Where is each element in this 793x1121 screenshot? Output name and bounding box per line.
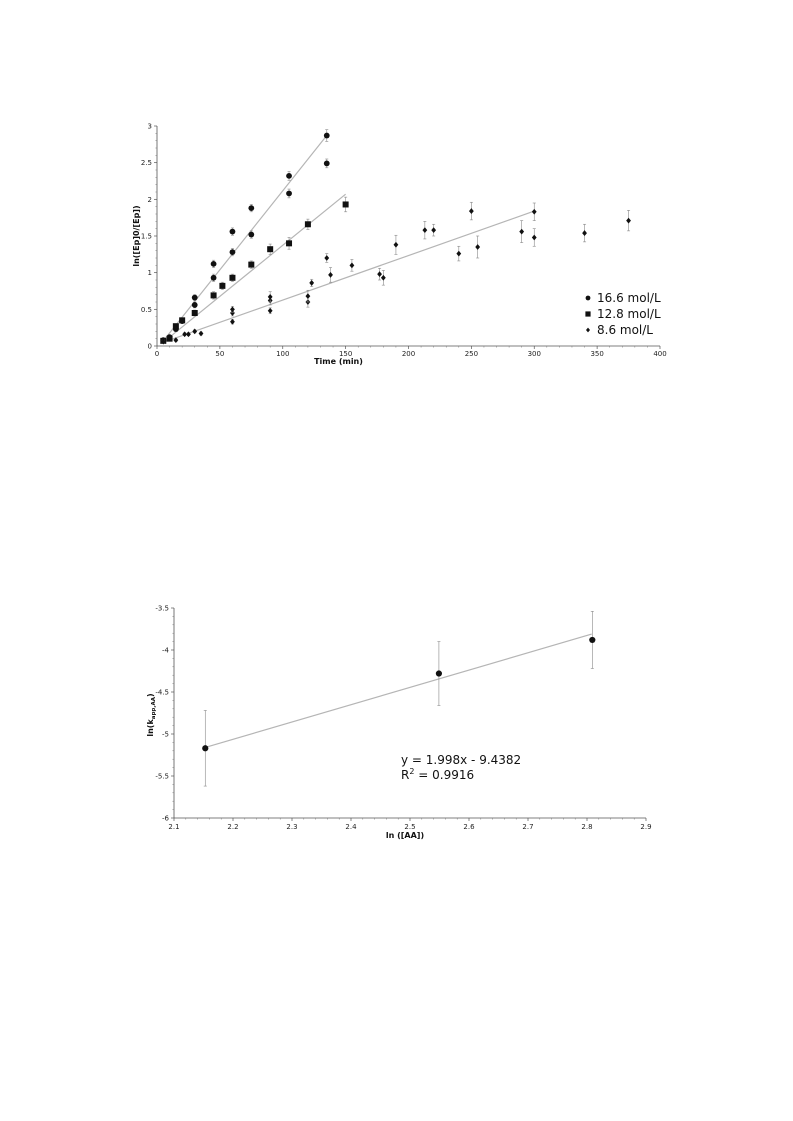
x-axis-label: ln ([AA]) (385, 831, 425, 840)
x-tick-label: 0 (154, 350, 160, 358)
x-tick-label: 150 (338, 350, 353, 358)
x-axis-label: Time (min) (314, 357, 363, 366)
y-tick-label: 0 (147, 342, 152, 351)
y-axis-label: ln([Ep]0/[Ep]) (132, 205, 141, 267)
y-tick-label: 1.5 (140, 232, 152, 241)
data-point (589, 637, 595, 643)
x-tick-label: 2.4 (345, 823, 357, 831)
x-tick-label: 200 (401, 350, 416, 358)
y-tick-label: -6 (162, 814, 169, 823)
y-tick-label: 2.5 (140, 159, 152, 168)
x-tick-label: 2.9 (640, 823, 652, 831)
y-tick-label: 2 (147, 195, 152, 204)
x-tick-label: 400 (653, 350, 667, 358)
y-axis-label-main: ln(k (146, 719, 155, 737)
x-tick-label: 2.6 (463, 823, 475, 831)
x-tick-label: 300 (527, 350, 541, 358)
x-tick-label: 350 (590, 350, 604, 358)
y-tick-label: 0.5 (140, 305, 152, 314)
r-squared-value: = 0.9916 (414, 768, 475, 782)
y-axis-label (146, 693, 157, 736)
x-tick-label: 2.8 (581, 823, 593, 831)
y-axis-label-end: ) (146, 693, 155, 698)
y-tick-label: -4.5 (155, 688, 169, 697)
x-tick-label: 50 (215, 350, 225, 358)
legend-label-3: 8.6 mol/L (597, 323, 653, 337)
r-squared-prefix: R (401, 768, 410, 782)
x-tick-label: 250 (464, 350, 479, 358)
y-tick-label: 1 (147, 269, 152, 278)
data-point (436, 670, 442, 676)
y-tick-label: -4 (162, 646, 169, 655)
legend-label-2: 12.8 mol/L (597, 307, 661, 321)
fit-line (205, 634, 591, 747)
x-tick-label: 100 (276, 350, 290, 358)
x-tick-label: 2.5 (404, 823, 416, 831)
x-tick-label: 2.3 (286, 823, 298, 831)
r-squared-superscript: 2 (409, 767, 415, 776)
series-points (202, 611, 595, 786)
data-point (202, 745, 208, 751)
r-squared (401, 767, 474, 782)
y-tick-label: -5 (162, 730, 169, 739)
y-tick-label: -3.5 (155, 604, 169, 613)
x-tick-label: 2.1 (168, 823, 180, 831)
y-axis-label-subscript: app,AA (151, 697, 157, 720)
x-tick-label: 2.7 (522, 823, 534, 831)
fit-equation: y = 1.998x - 9.4382 (401, 753, 522, 767)
y-tick-label: 3 (147, 122, 152, 131)
legend-label-1: 16.6 mol/L (597, 291, 661, 305)
x-tick-label: 2.2 (227, 823, 239, 831)
y-tick-label: -5.5 (155, 772, 169, 781)
